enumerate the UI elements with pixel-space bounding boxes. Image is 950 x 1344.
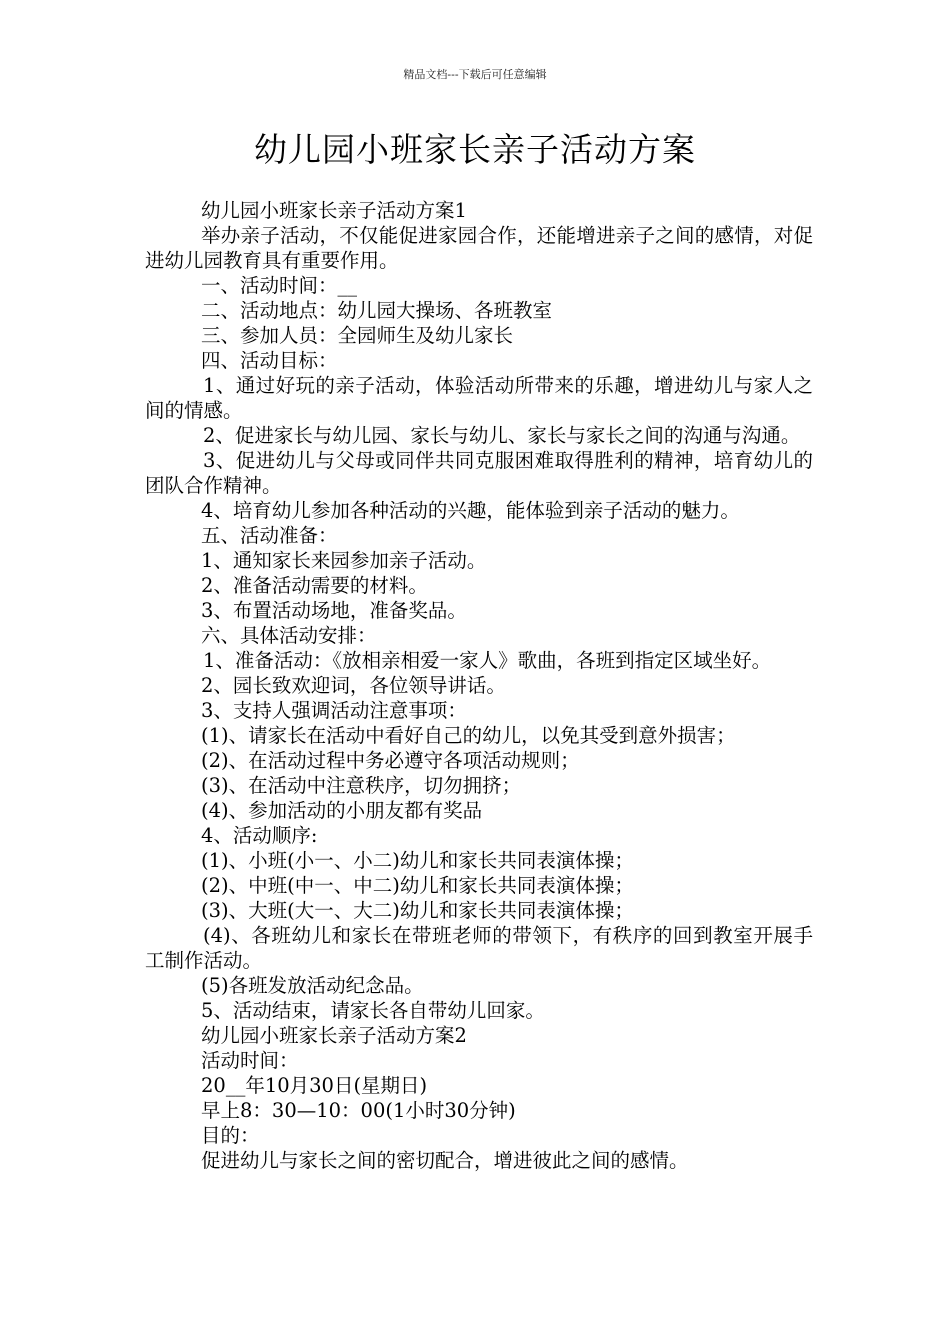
paragraph: 活动时间：	[201, 1049, 299, 1072]
paragraph: 5、活动结束，请家长各自带幼儿回家。	[201, 999, 545, 1022]
paragraph: 一、活动时间：__	[201, 274, 358, 297]
paragraph: 2、促进家长与幼儿园、家长与幼儿、家长与家长之间的沟通与沟通。	[203, 424, 801, 447]
paragraph: (2)、中班(中一、中二)幼儿和家长共同表演体操；	[201, 874, 634, 897]
paragraph: 20__年10月30日(星期日)	[201, 1074, 428, 1097]
document-body	[145, 198, 813, 1173]
paragraph: 早上8：30—10：00(1小时30分钟)	[201, 1099, 516, 1122]
paragraph: 2、园长致欢迎词，各位领导讲话。	[201, 674, 506, 697]
paragraph: (3)、在活动中注意秩序，切勿拥挤；	[201, 774, 522, 797]
paragraph: 1、通过好玩的亲子活动，体验活动所带来的乐趣，增进幼儿与家人之间的情感。	[145, 374, 813, 422]
intro-paragraph: 举办亲子活动，不仅能促进家园合作，还能增进亲子之间的感情，对促进幼儿园教育具有重要作用。	[145, 224, 813, 272]
paragraph: (1)、小班(小一、小二)幼儿和家长共同表演体操；	[201, 849, 634, 872]
paragraph: 1、准备活动：《放相亲相爱一家人》歌曲，各班到指定区域坐好。	[203, 649, 772, 672]
paragraph: (4)、各班幼儿和家长在带班老师的带领下，有秩序的回到教室开展手工制作活动。	[145, 924, 813, 972]
paragraph: 1、通知家长来园参加亲子活动。	[201, 549, 487, 572]
paragraph: 4、培育幼儿参加各种活动的兴趣，能体验到亲子活动的魅力。	[201, 499, 740, 522]
paragraph: 3、支持人强调活动注意事项：	[201, 699, 467, 722]
paragraph: 促进幼儿与家长之间的密切配合，增进彼此之间的感情。	[201, 1149, 689, 1172]
paragraph: (4)、参加活动的小朋友都有奖品	[201, 799, 483, 822]
paragraph: 四、活动目标：	[201, 349, 338, 372]
paragraph: (5)各班发放活动纪念品。	[201, 974, 424, 997]
paragraph: 五、活动准备：	[201, 524, 338, 547]
paragraph: 3、促进幼儿与父母或同伴共同克服困难取得胜利的精神，培育幼儿的团队合作精神。	[145, 449, 813, 497]
paragraph: (3)、大班(大一、大二)幼儿和家长共同表演体操；	[201, 899, 634, 922]
paragraph: 二、活动地点：幼儿园大操场、各班教室	[201, 299, 553, 322]
paragraph: (2)、在活动过程中务必遵守各项活动规则；	[201, 749, 580, 772]
section-heading: 幼儿园小班家长亲子活动方案2	[201, 1024, 467, 1047]
page-header: 精品文档---下载后可任意编辑	[403, 68, 547, 81]
section-heading: 幼儿园小班家长亲子活动方案1	[201, 199, 467, 222]
paragraph: (1)、请家长在活动中看好自己的幼儿，以免其受到意外损害；	[201, 724, 736, 747]
paragraph: 4、活动顺序:	[201, 824, 318, 847]
paragraph: 三、参加人员：全园师生及幼儿家长	[201, 324, 514, 347]
paragraph: 2、准备活动需要的材料。	[201, 574, 428, 597]
paragraph: 目的：	[201, 1124, 260, 1147]
document-title: 幼儿园小班家长亲子活动方案	[254, 130, 696, 169]
paragraph: 3、布置活动场地，准备奖品。	[201, 599, 467, 622]
paragraph: 六、具体活动安排：	[201, 624, 377, 647]
